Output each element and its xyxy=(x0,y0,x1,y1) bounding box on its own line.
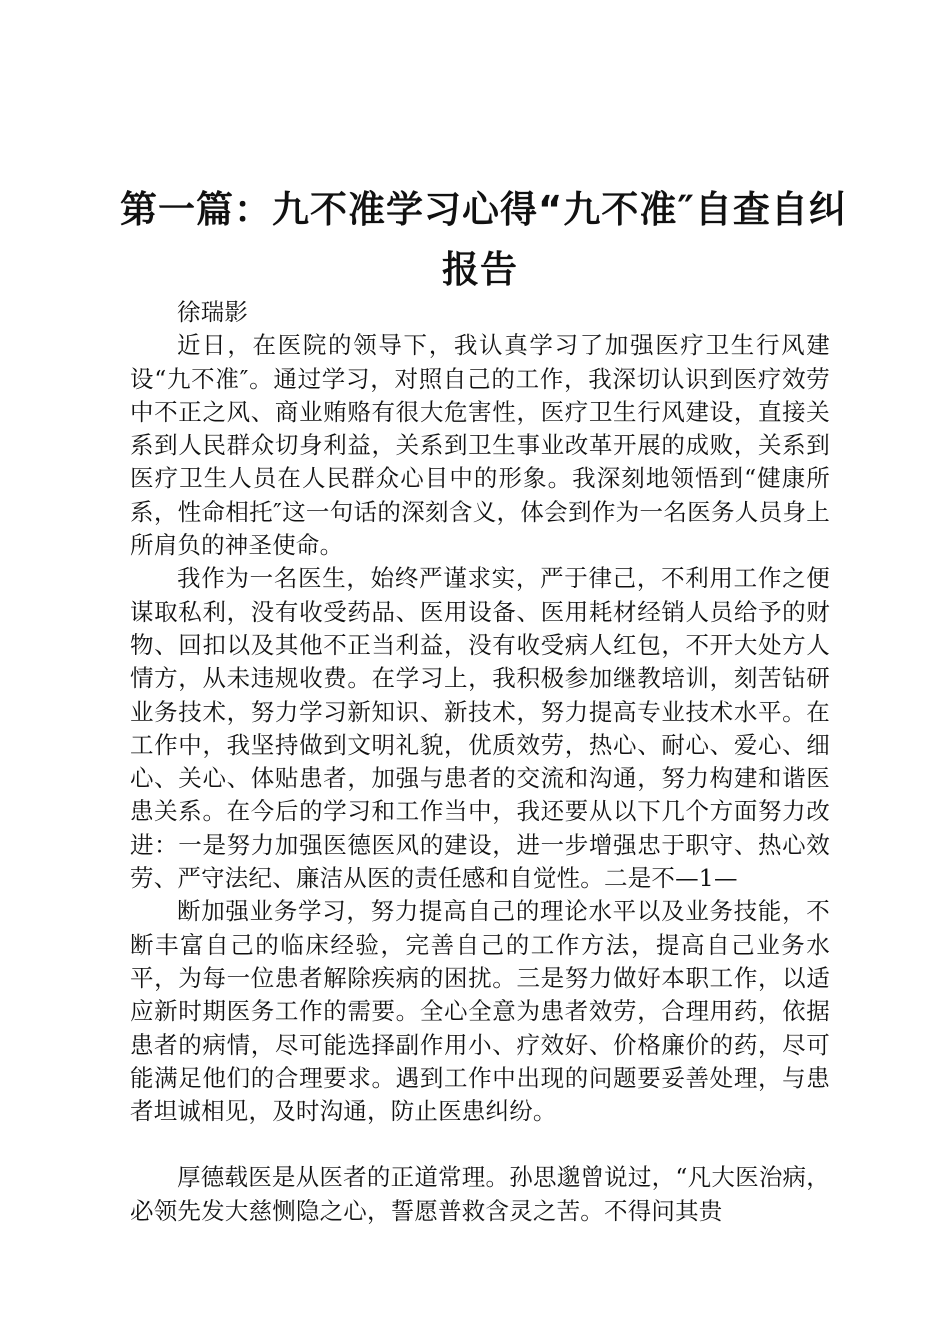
document-title-line-2: 报告 xyxy=(442,248,518,291)
paragraph-spacer xyxy=(130,1128,830,1161)
document-body xyxy=(130,296,830,1228)
author-name: 徐瑞影 xyxy=(177,298,249,326)
paragraph-2: 我作为一名医生，始终严谨求实，严于律己，不利用工作之便谋取私利，没有收受药品、医用设备、医用耗材经销人员给予的财物、回扣以及其他不正当利益，没有收受病人红包，不开大处方人情方，从未违规收费。在学习上，我积极参加继教培训，刻苦钻研业务技术，努力学习新知识、新技术，努力提高专业技术水平。在工作中，我坚持做到文明礼貌，优质效劳，热心、耐心、爱心、细心、关心、体贴患者，加强与患者的交流和沟通，努力构建和谐医患关系。在今后的学习和工作当中，我还要从以下几个方面努力改进：一是努力加强医德医风的建设，进一步增强忠于职守、热心效劳、严守法纪、廉洁从医的责任感和自觉性。二是不—1— xyxy=(130,564,830,893)
paragraph-4: 厚德载医是从医者的正道常理。孙思邈曾说过，“凡大医治病，必领先发大慈恻隐之心，誓愿普救含灵之苦。不得问其贵 xyxy=(130,1163,830,1225)
paragraph-3: 断加强业务学习，努力提高自己的理论水平以及业务技能，不断丰富自己的临床经验，完善自己的工作方法，提高自己业务水平，为每一位患者解除疾病的困扰。三是努力做好本职工作，以适应新时期医务工作的需要。全心全意为患者效劳，合理用药，依据患者的病情，尽可能选择副作用小、疗效好、价格廉价的药，尽可能满足他们的合理要求。遇到工作中出现的问题要妥善处理，与患者坦诚相见，及时沟通，防止医患纠纷。 xyxy=(130,897,830,1126)
paragraph-1: 近日，在医院的领导下，我认真学习了加强医疗卫生行风建设“九不准″。通过学习，对照自己的工作，我深切认识到医疗效劳中不正之风、商业贿赂有很大危害性，医疗卫生行风建设，直接关系到人民群众切身利益，关系到卫生事业改革开展的成败，关系到医疗卫生人员在人民群众心目中的形象。我深刻地领悟到“健康所系，性命相托″这一句话的深刻含义，体会到作为一名医务人员身上所肩负的神圣使命。 xyxy=(130,331,830,560)
document-title-line-1: 第一篇：九不准学习心得“九不准″自查自纠 xyxy=(120,188,847,231)
